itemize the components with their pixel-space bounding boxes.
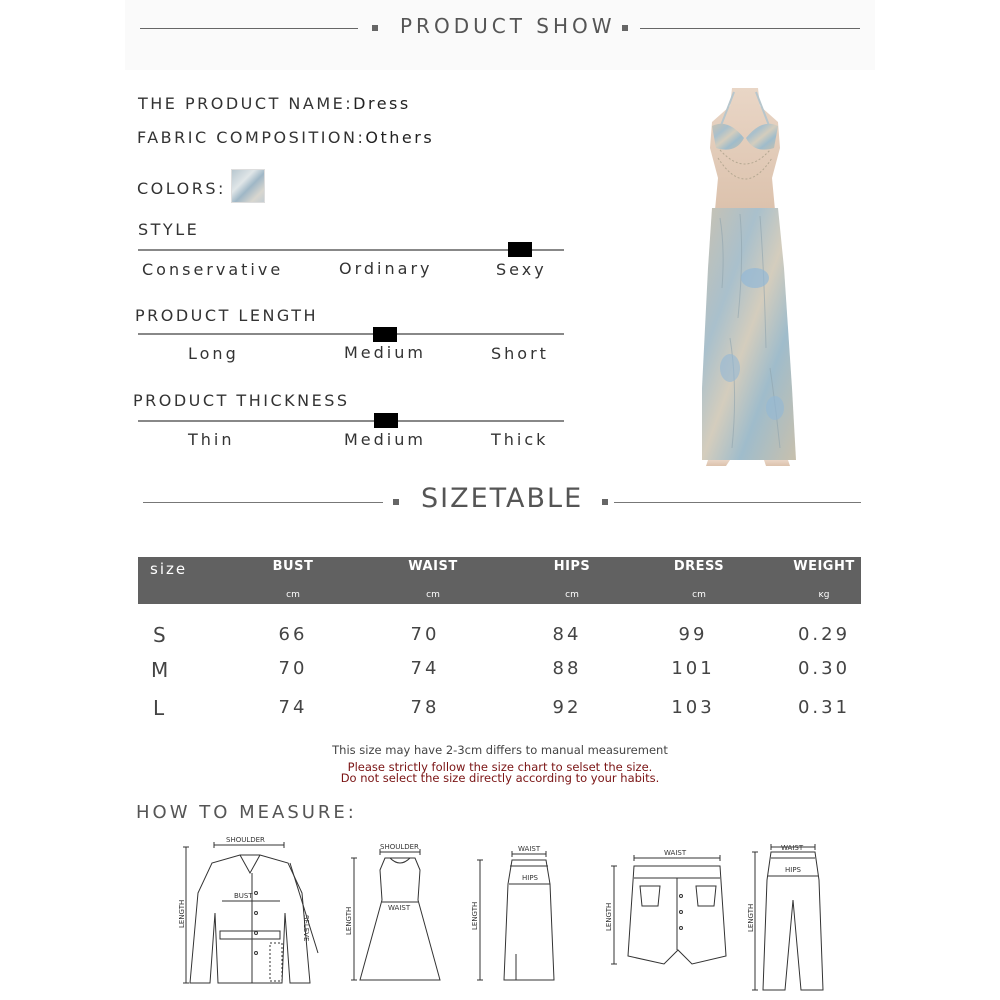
col-header-size: size: [150, 560, 188, 578]
fabric-row: [137, 128, 434, 147]
how-to-measure-title: HOW TO MEASURE:: [136, 802, 357, 823]
colors-label: COLORS:: [137, 179, 226, 198]
table-cell-weight: 0.29: [797, 624, 851, 645]
product-name-label: THE PRODUCT NAME:: [138, 94, 354, 113]
shorts-measure-diagram: [600, 846, 740, 976]
length-title: PRODUCT LENGTH: [135, 306, 319, 325]
pants-hips-label: HIPS: [785, 866, 801, 874]
thickness-scale-marker: [374, 413, 398, 428]
thickness-label-medium: Medium: [344, 430, 426, 449]
style-scale-marker: [508, 242, 532, 257]
table-cell-bust: 70: [278, 658, 308, 679]
header-rule-left: [140, 28, 358, 29]
size-warning-1: Please strictly follow the size chart to selset the size.: [347, 760, 653, 774]
fabric-value: Others: [365, 128, 435, 147]
table-cell-dress: 99: [678, 624, 708, 645]
col-unit-bust: cm: [286, 590, 300, 600]
pants-length-label: LENGTH: [747, 903, 755, 932]
dress-measure-diagram: [340, 840, 460, 990]
length-label-short: Short: [491, 344, 549, 363]
table-cell-dress: 103: [671, 697, 715, 718]
col-header-dress: DRESS: [673, 559, 725, 574]
dress-waist-label: WAIST: [388, 904, 411, 912]
table-cell-size: S: [153, 623, 166, 647]
thickness-scale-track: [138, 420, 564, 422]
jacket-length-label: LENGTH: [178, 899, 186, 928]
product-name-value: Dress: [353, 94, 411, 113]
page-title: PRODUCT SHOW: [400, 14, 616, 38]
table-cell-waist: 78: [410, 697, 440, 718]
skirt-waist-label: WAIST: [518, 845, 541, 853]
col-unit-weight: ĸg: [818, 590, 830, 600]
table-cell-hips: 92: [552, 697, 582, 718]
header-bullet-right: [622, 25, 628, 31]
dress-shoulder-label: SHOULDER: [380, 843, 419, 851]
header-bullet-left: [372, 25, 378, 31]
pants-waist-label: WAIST: [781, 844, 804, 852]
sizetable-bullet-left: [393, 499, 399, 505]
style-scale-track: [138, 249, 564, 251]
shorts-waist-label: WAIST: [664, 849, 687, 857]
skirt-length-label: LENGTH: [471, 901, 479, 930]
thickness-label-thick: Thick: [491, 430, 549, 449]
table-cell-bust: 74: [278, 697, 308, 718]
product-name-row: [138, 94, 411, 113]
col-header-bust: BUST: [272, 559, 314, 574]
style-label-sexy: Sexy: [496, 260, 547, 279]
table-cell-size: L: [153, 696, 165, 720]
header-rule-right: [640, 28, 860, 29]
style-title: STYLE: [138, 220, 200, 239]
style-label-conservative: Conservative: [142, 260, 284, 279]
length-label-medium: Medium: [344, 343, 426, 362]
table-cell-weight: 0.30: [797, 658, 851, 679]
col-unit-dress: cm: [692, 590, 706, 600]
sizetable-rule-left: [143, 502, 383, 503]
skirt-measure-diagram: [466, 844, 576, 990]
style-label-ordinary: Ordinary: [339, 259, 433, 278]
thickness-title: PRODUCT THICKNESS: [133, 391, 350, 410]
col-header-waist: WAIST: [408, 559, 458, 574]
col-unit-waist: cm: [426, 590, 440, 600]
col-header-hips: HIPS: [553, 559, 591, 574]
table-cell-bust: 66: [278, 624, 308, 645]
jacket-bust-label: BUST: [234, 892, 253, 900]
table-cell-waist: 74: [410, 658, 440, 679]
skirt-hips-label: HIPS: [522, 874, 538, 882]
sizetable-title: SIZETABLE: [421, 483, 584, 514]
col-header-weight: WEIGHT: [793, 559, 855, 574]
size-warning-2: Do not select the size directly according to your habits.: [340, 771, 660, 785]
table-cell-weight: 0.31: [797, 697, 851, 718]
length-scale-track: [138, 333, 564, 335]
pants-measure-diagram: [745, 840, 835, 994]
measurement-note: This size may have 2-3cm differs to manual measurement: [332, 743, 668, 757]
sizetable-bullet-right: [602, 499, 608, 505]
thickness-label-thin: Thin: [188, 430, 235, 449]
product-photo: [680, 88, 810, 466]
length-label-long: Long: [188, 344, 239, 363]
jacket-measure-diagram: [170, 833, 330, 993]
print-swatch-icon[interactable]: [231, 169, 265, 203]
dress-length-label: LENGTH: [345, 906, 353, 935]
table-cell-waist: 70: [410, 624, 440, 645]
fabric-label: FABRIC COMPOSITION:: [137, 128, 366, 147]
sizetable-rule-right: [614, 502, 861, 503]
table-cell-hips: 84: [552, 624, 582, 645]
jacket-sleeve-label: SELEVE: [302, 915, 310, 942]
shorts-length-label: LENGTH: [605, 902, 613, 931]
length-scale-marker: [373, 327, 397, 342]
table-cell-size: M: [151, 658, 169, 682]
table-cell-hips: 88: [552, 658, 582, 679]
col-unit-hips: cm: [565, 590, 579, 600]
jacket-shoulder-label: SHOULDER: [226, 836, 265, 844]
table-cell-dress: 101: [671, 658, 715, 679]
